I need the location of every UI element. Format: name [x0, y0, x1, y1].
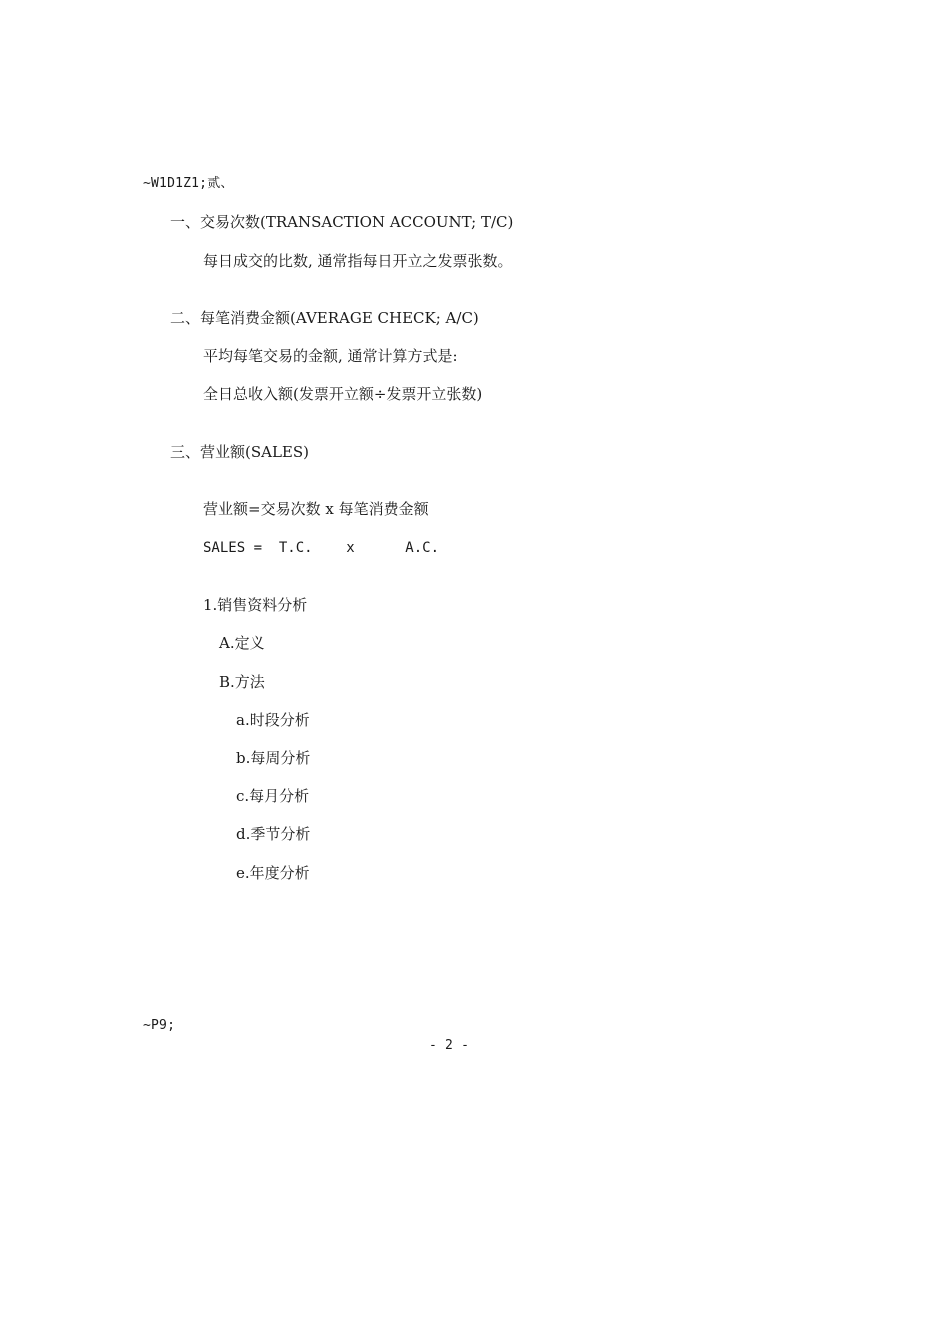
section-2-text-2: 全日总收入额(发票开立额÷发票开立张数)	[203, 385, 483, 403]
sales-formula: 营业额=交易次数 x 每笔消费金额	[203, 500, 429, 518]
method-item: e.年度分析	[236, 864, 310, 882]
sales-formula-english: SALES = T.C. x A.C.	[203, 540, 440, 556]
section-1-text: 每日成交的比数, 通常指每日开立之发票张数。	[203, 252, 513, 270]
section-1-heading: 一、交易次数(TRANSACTION ACCOUNT; T/C)	[170, 213, 514, 231]
method-item: d.季节分析	[236, 825, 311, 843]
section-2-text-1: 平均每笔交易的金额, 通常计算方式是:	[203, 347, 458, 365]
header-code: ~W1D1Z1;贰、	[143, 176, 234, 191]
section-2-heading: 二、每笔消费金额(AVERAGE CHECK; A/C)	[170, 309, 479, 327]
method-item: b.每周分析	[236, 749, 311, 767]
analysis-item-definition: A.定义	[219, 634, 265, 652]
footer-code: ~P9;	[143, 1018, 176, 1033]
page-number: - 2 -	[429, 1038, 470, 1053]
method-item: c.每月分析	[236, 787, 310, 805]
analysis-item-method: B.方法	[219, 673, 265, 691]
method-item: a.时段分析	[236, 711, 310, 729]
section-3-heading: 三、营业额(SALES)	[170, 443, 309, 461]
analysis-title: 1.销售资料分析	[203, 596, 308, 614]
